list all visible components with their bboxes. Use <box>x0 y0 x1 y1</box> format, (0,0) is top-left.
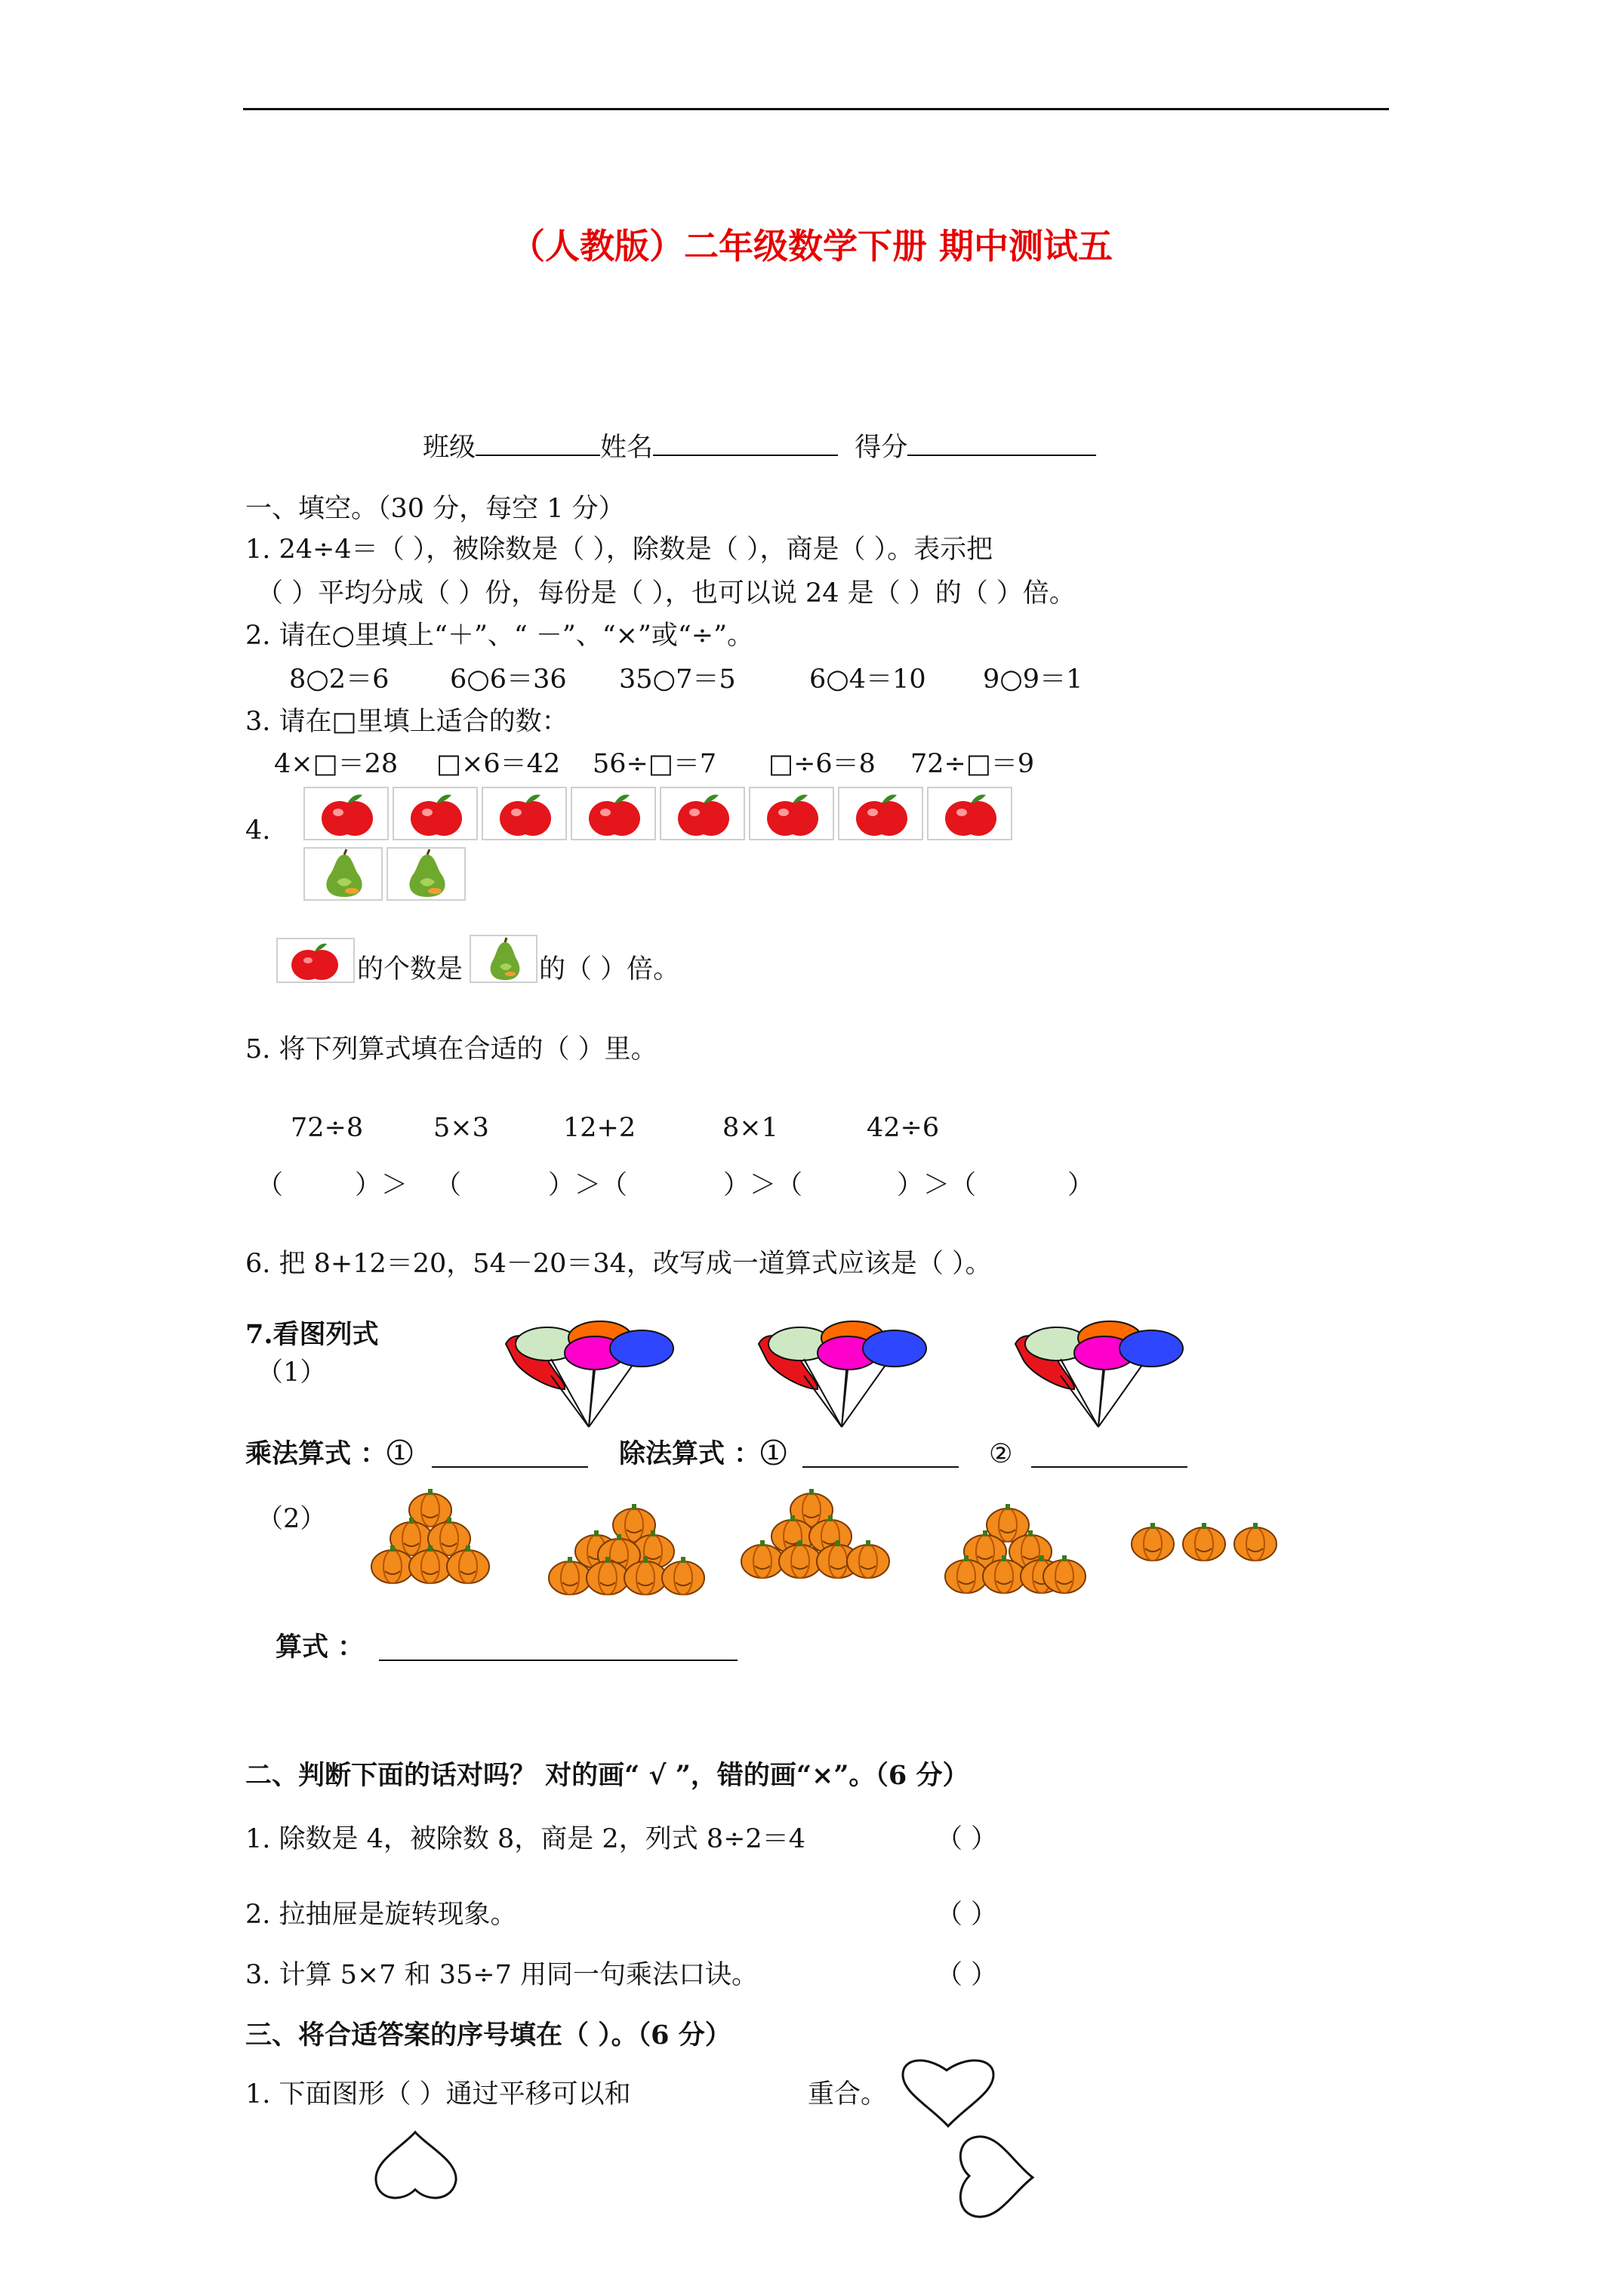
q1-line1: 1. 24÷4＝（ ），被除数是（ ），除数是（ ），商是（ ）。表示把 <box>245 535 993 565</box>
section1-heading: 一、填空。（30 分，每空 1 分） <box>245 494 625 524</box>
q2-item: 6○4＝10 <box>809 664 926 695</box>
judge-item: 2. 拉抽屉是旋转现象。 <box>245 1900 517 1930</box>
q7-div-label: 除法算式 ：① <box>619 1438 787 1469</box>
q2-item: 8○2＝6 <box>289 664 390 695</box>
q7-heading: 7.看图列式 <box>245 1319 379 1350</box>
q5-item: 12+2 <box>563 1113 636 1143</box>
sec3-q1-text-b: 重合。 <box>808 2079 888 2110</box>
balloon-group <box>759 1321 926 1427</box>
top-rule <box>243 108 1389 110</box>
q3-item: 4×□＝28 <box>274 749 399 779</box>
pear-icon <box>303 847 383 901</box>
q3-item: □÷6＝8 <box>768 749 876 779</box>
formula-blank[interactable] <box>379 1635 738 1661</box>
div-blank-1[interactable] <box>802 1442 959 1468</box>
apple-icon <box>303 787 389 840</box>
q7-mult-label: 乘法算式 ：① <box>245 1438 414 1469</box>
apple-icon <box>482 787 567 840</box>
pumpkin-icon <box>1183 1523 1225 1561</box>
q4-number: 4. <box>245 815 271 846</box>
q5-blank-paren[interactable]: ）＞（ <box>897 1170 977 1200</box>
judge-paren[interactable]: （ ） <box>936 1824 998 1854</box>
heart-option-b-icon[interactable] <box>953 2129 1036 2227</box>
q5-blank-paren[interactable]: （ <box>257 1170 284 1200</box>
balloon-group <box>506 1321 673 1427</box>
q3-item: □×6＝42 <box>436 749 561 779</box>
pumpkin-icon <box>847 1540 889 1578</box>
pumpkin-icon <box>409 1489 451 1527</box>
apple-icon <box>838 787 923 840</box>
q7-part1: （1） <box>257 1358 327 1388</box>
score-label: 得分 <box>855 433 908 463</box>
apple-icon <box>393 787 478 840</box>
apple-icon <box>749 787 834 840</box>
q3-text: 3. 请在□里填上适合的数： <box>245 707 568 737</box>
heart-target-icon <box>900 2054 998 2129</box>
pear-icon <box>387 847 466 901</box>
apple-icon <box>276 938 355 983</box>
q2-text: 2. 请在○里填上“＋”、“ －”、“×”或“÷”。 <box>245 621 753 651</box>
q5-blank-paren[interactable]: （ <box>435 1170 462 1200</box>
q7-div-label2: ② <box>989 1439 1013 1469</box>
name-label: 姓名 <box>600 433 654 463</box>
page-title: （人教版）二年级数学下册 期中测试五 <box>510 226 1113 267</box>
q7-part2: （2） <box>257 1504 327 1534</box>
sec3-q1-text-a: 1. 下面图形（ ）通过平移可以和 <box>245 2079 631 2110</box>
apple-icon <box>660 787 745 840</box>
q1-line2: （ ）平均分成（ ）份，每份是（ ），也可以说 24 是（ ）的（ ）倍。 <box>257 578 1076 609</box>
heart-option-a-icon[interactable] <box>371 2128 462 2203</box>
q2-item: 6○6＝36 <box>450 664 567 695</box>
q2-item: 35○7＝5 <box>619 664 736 695</box>
section3-heading: 三、将合适答案的序号填在（ ）。（6 分） <box>245 2020 731 2051</box>
q3-item: 72÷□＝9 <box>910 749 1035 779</box>
pumpkin-icon <box>1132 1523 1174 1561</box>
judge-paren[interactable]: （ ） <box>936 1960 998 1990</box>
balloon-group <box>1015 1321 1183 1427</box>
div-blank-2[interactable] <box>1031 1442 1187 1468</box>
q5-item: 8×1 <box>722 1113 778 1143</box>
q6-text: 6. 把 8+12＝20，54－20＝34，改写成一道算式应该是（ ）。 <box>245 1249 992 1279</box>
q3-item: 56÷□＝7 <box>593 749 717 779</box>
judge-item: 3. 计算 5×7 和 35÷7 用同一句乘法口诀。 <box>245 1960 759 1990</box>
apple-icon <box>927 787 1012 840</box>
q5-blank-paren[interactable]: ）＞（ <box>723 1170 803 1200</box>
q5-item: 5×3 <box>433 1113 489 1143</box>
q5-text: 5. 将下列算式填在合适的（ ）里。 <box>245 1034 658 1065</box>
mult-blank[interactable] <box>432 1442 588 1468</box>
class-blank[interactable] <box>476 430 600 456</box>
header-fields <box>423 430 1096 464</box>
q4-text-a: 的个数是 <box>357 954 463 985</box>
q5-blank-paren[interactable]: ）＞（ <box>548 1170 628 1200</box>
q7-formula-label: 算式 ： <box>276 1632 365 1663</box>
apple-icon <box>571 787 656 840</box>
score-blank[interactable] <box>907 430 1096 456</box>
q4-text-b: 的（ ）倍。 <box>539 954 680 985</box>
pear-icon <box>470 935 537 983</box>
judge-item: 1. 除数是 4，被除数 8，商是 2，列式 8÷2＝4 <box>245 1824 805 1854</box>
pumpkin-groups <box>0 1480 1623 1608</box>
q5-blank-paren[interactable]: ） <box>1067 1170 1095 1200</box>
q5-blank-paren[interactable]: ）＞ <box>355 1170 408 1200</box>
section2-heading: 二、判断下面的话对吗？ 对的画“ √ ”，错的画“×”。（6 分） <box>245 1760 969 1791</box>
judge-paren[interactable]: （ ） <box>936 1900 998 1930</box>
class-label: 班级 <box>423 433 476 463</box>
q2-item: 9○9＝1 <box>983 664 1083 695</box>
q5-item: 42÷6 <box>867 1113 940 1143</box>
balloon-groups <box>0 1306 1623 1457</box>
name-blank[interactable] <box>653 430 838 456</box>
q5-item: 72÷8 <box>291 1113 364 1143</box>
pumpkin-icon <box>1234 1523 1277 1561</box>
